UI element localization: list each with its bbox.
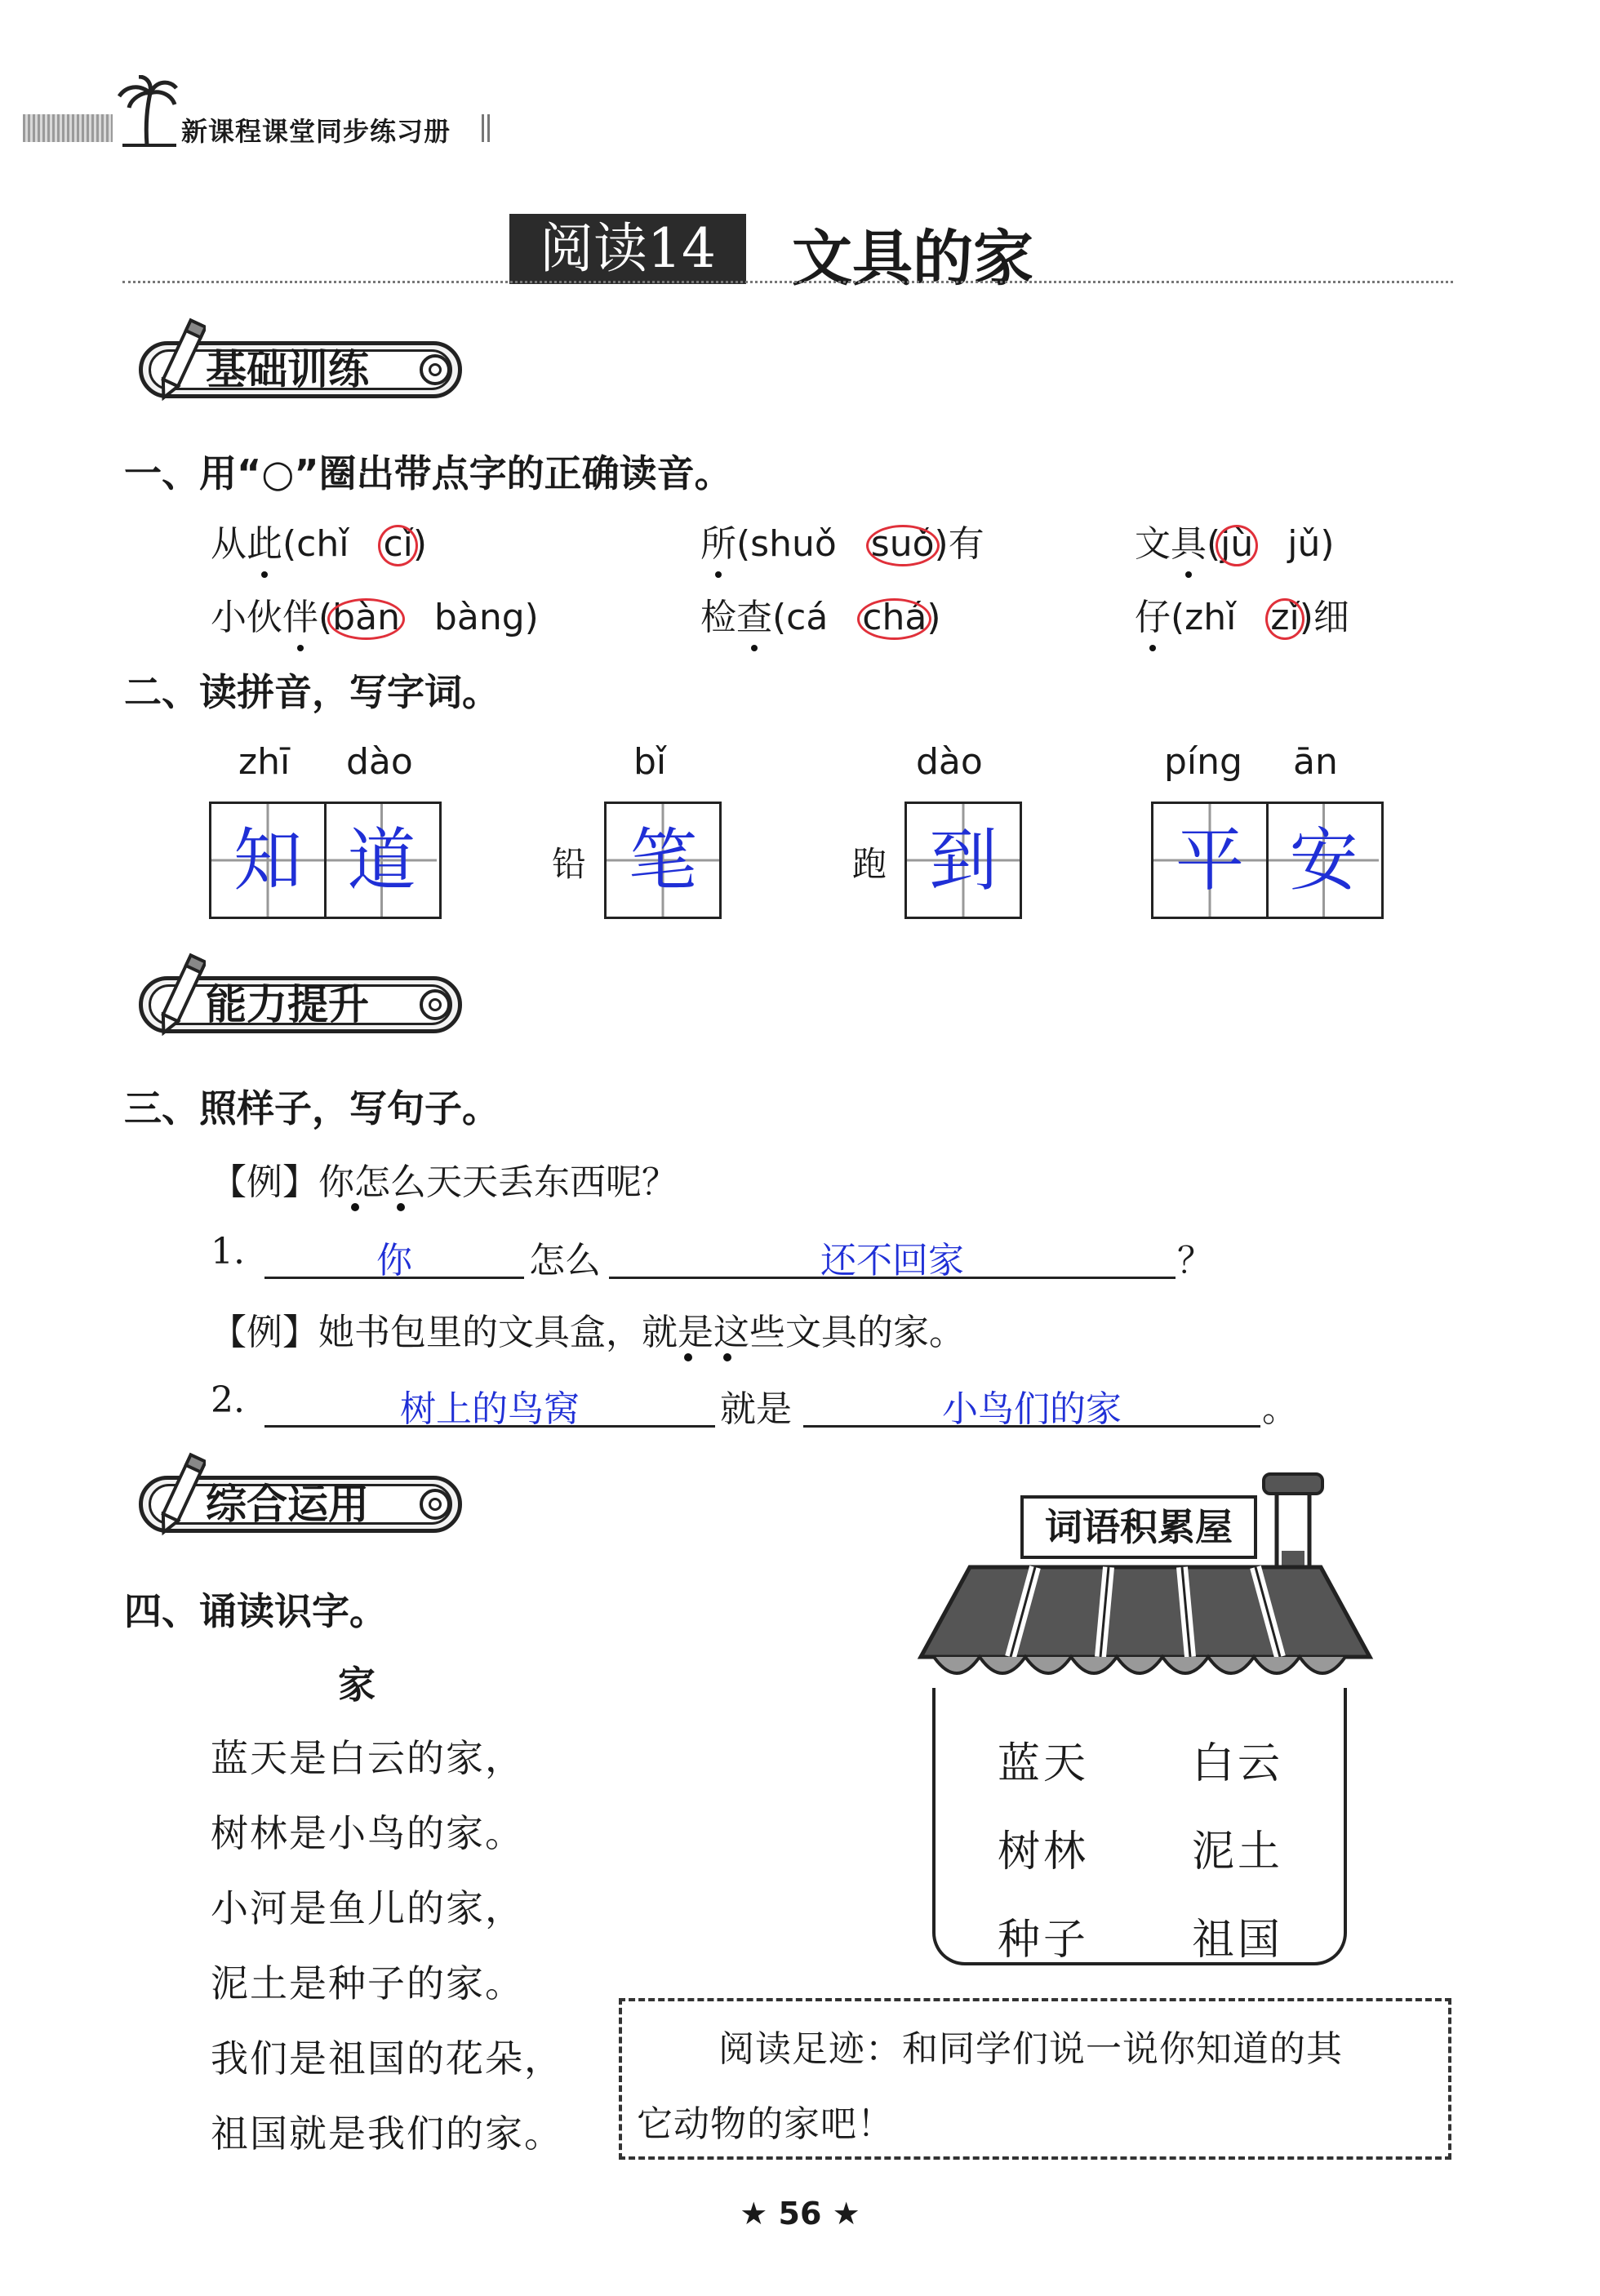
pencil-icon xyxy=(157,950,206,1040)
pinyin-label: bǐ xyxy=(633,741,667,783)
line-2-end: 。 xyxy=(1262,1388,1298,1430)
grid-cell: 知 xyxy=(211,804,324,917)
word-house-roof xyxy=(913,1453,1378,1698)
char-grid-2 xyxy=(604,802,722,919)
emphasis-dot xyxy=(351,1203,359,1211)
poem-line: 小河是鱼儿的家， xyxy=(211,1886,524,1930)
grid-cell: 平 xyxy=(1153,804,1266,917)
pinyin-label: ān xyxy=(1293,741,1338,783)
selected-option: jù xyxy=(1220,523,1254,565)
section-tag-basic xyxy=(124,331,467,406)
pinyin-item-1: 从此(chǐ cǐ) xyxy=(211,514,427,566)
header-title: 新课程课堂同步练习册 xyxy=(181,116,451,147)
question-3-heading: 三、照样子，写句子。 xyxy=(124,1086,500,1130)
grid-cell: 笔 xyxy=(607,804,719,917)
line-1-end: ？ xyxy=(1177,1240,1213,1281)
section-label: 基础训练 xyxy=(206,346,369,393)
question-2-heading: 二、读拼音，写字词。 xyxy=(124,670,500,714)
vocab-word: 祖国 xyxy=(1192,1916,1284,1965)
answer-blank[interactable]: 小鸟们的家 xyxy=(803,1379,1260,1428)
selected-option: bàn xyxy=(332,597,400,638)
answer-blank[interactable]: 你 xyxy=(264,1231,524,1279)
ring-icon xyxy=(420,989,451,1020)
char-grid-3 xyxy=(904,802,1022,919)
word-house-walls xyxy=(932,1688,1347,1965)
poem-line: 蓝天是白云的家， xyxy=(211,1736,524,1780)
page-number-value: 56 xyxy=(778,2196,822,2232)
grid-cell: 道 xyxy=(324,804,437,917)
line-2-number: 2. xyxy=(211,1379,245,1421)
poem-title: 家 xyxy=(338,1663,377,1707)
answer-blank[interactable]: 树上的鸟窝 xyxy=(264,1379,715,1428)
word-prefix: 铅 xyxy=(552,844,587,884)
poem-line: 树林是小鸟的家。 xyxy=(211,1811,524,1855)
pencil-icon xyxy=(157,315,206,405)
pinyin-label: dào xyxy=(346,741,413,783)
question-4-heading: 四、诵读识字。 xyxy=(124,1589,387,1633)
pencil-icon xyxy=(157,1450,206,1539)
line-1-connector: 怎么 xyxy=(529,1240,601,1281)
line-1-number: 1. xyxy=(211,1231,245,1272)
palm-tree-icon xyxy=(114,75,180,147)
pinyin-item-2: 所(shuǒ suǒ)有 xyxy=(700,514,984,566)
lesson-title: 文具的家 xyxy=(792,224,1033,294)
section-tag-ability xyxy=(124,966,467,1041)
vocab-word: 泥土 xyxy=(1192,1827,1284,1876)
pinyin-label: zhī xyxy=(238,741,291,783)
example-sentence-2: 【例】她书包里的文具盒，就是这些文具的家。 xyxy=(211,1312,965,1353)
poem-line: 我们是祖国的花朵， xyxy=(211,2036,563,2081)
selected-option: zǐ xyxy=(1270,597,1300,638)
char-grid-4 xyxy=(1151,802,1384,919)
pinyin-label: píng xyxy=(1164,741,1242,783)
poem-line: 祖国就是我们的家。 xyxy=(211,2112,563,2156)
section-tag-apply xyxy=(124,1466,467,1541)
example-sentence-1: 【例】你怎么天天丢东西呢？ xyxy=(211,1161,678,1203)
emphasis-dot xyxy=(684,1353,692,1361)
grid-cell: 安 xyxy=(1266,804,1379,917)
title-divider xyxy=(122,281,1453,283)
question-1-heading: 一、用“○”圈出带点字的正确读音。 xyxy=(124,451,732,495)
emphasis-dot xyxy=(723,1353,731,1361)
vocab-word: 种子 xyxy=(998,1916,1090,1965)
selected-option: suǒ xyxy=(870,523,935,565)
pinyin-item-6: 仔(zhǐ zǐ)细 xyxy=(1135,588,1349,640)
page-number: ★ 56 ★ xyxy=(740,2196,860,2232)
grid-cell: 到 xyxy=(907,804,1020,917)
vocab-word: 蓝天 xyxy=(998,1739,1090,1788)
word-prefix: 跑 xyxy=(852,844,887,884)
pinyin-item-4: 小伙伴(bàn bàng) xyxy=(211,588,539,640)
pinyin-item-5: 检查(cá chá) xyxy=(700,588,941,640)
vocab-word: 白云 xyxy=(1192,1739,1284,1788)
vocab-word: 树林 xyxy=(998,1827,1090,1876)
section-label: 能力提升 xyxy=(206,981,369,1028)
line-2-connector: 就是 xyxy=(720,1388,792,1430)
pinyin-item-3: 文具(jù jǔ) xyxy=(1135,514,1335,566)
footprint-line-1: 阅读足迹：和同学们说一说你知道的其 xyxy=(718,2028,1343,2070)
house-sign: 词语积累屋 xyxy=(1020,1495,1257,1559)
ring-icon xyxy=(420,1489,451,1520)
pinyin-label: dào xyxy=(916,741,983,783)
header-decor-bar xyxy=(23,114,113,142)
section-label: 综合运用 xyxy=(206,1481,369,1528)
footprint-line-2: 它动物的家吧！ xyxy=(637,2103,894,2145)
char-grid-1 xyxy=(209,802,442,919)
selected-option: chá xyxy=(862,597,927,638)
poem-line: 泥土是种子的家。 xyxy=(211,1961,524,2005)
header-ticks xyxy=(482,114,493,142)
lesson-badge: 阅读14 xyxy=(509,214,746,284)
ring-icon xyxy=(420,354,451,385)
answer-blank[interactable]: 还不回家 xyxy=(609,1231,1176,1279)
selected-option: cǐ xyxy=(383,523,413,565)
emphasis-dot xyxy=(397,1203,405,1211)
